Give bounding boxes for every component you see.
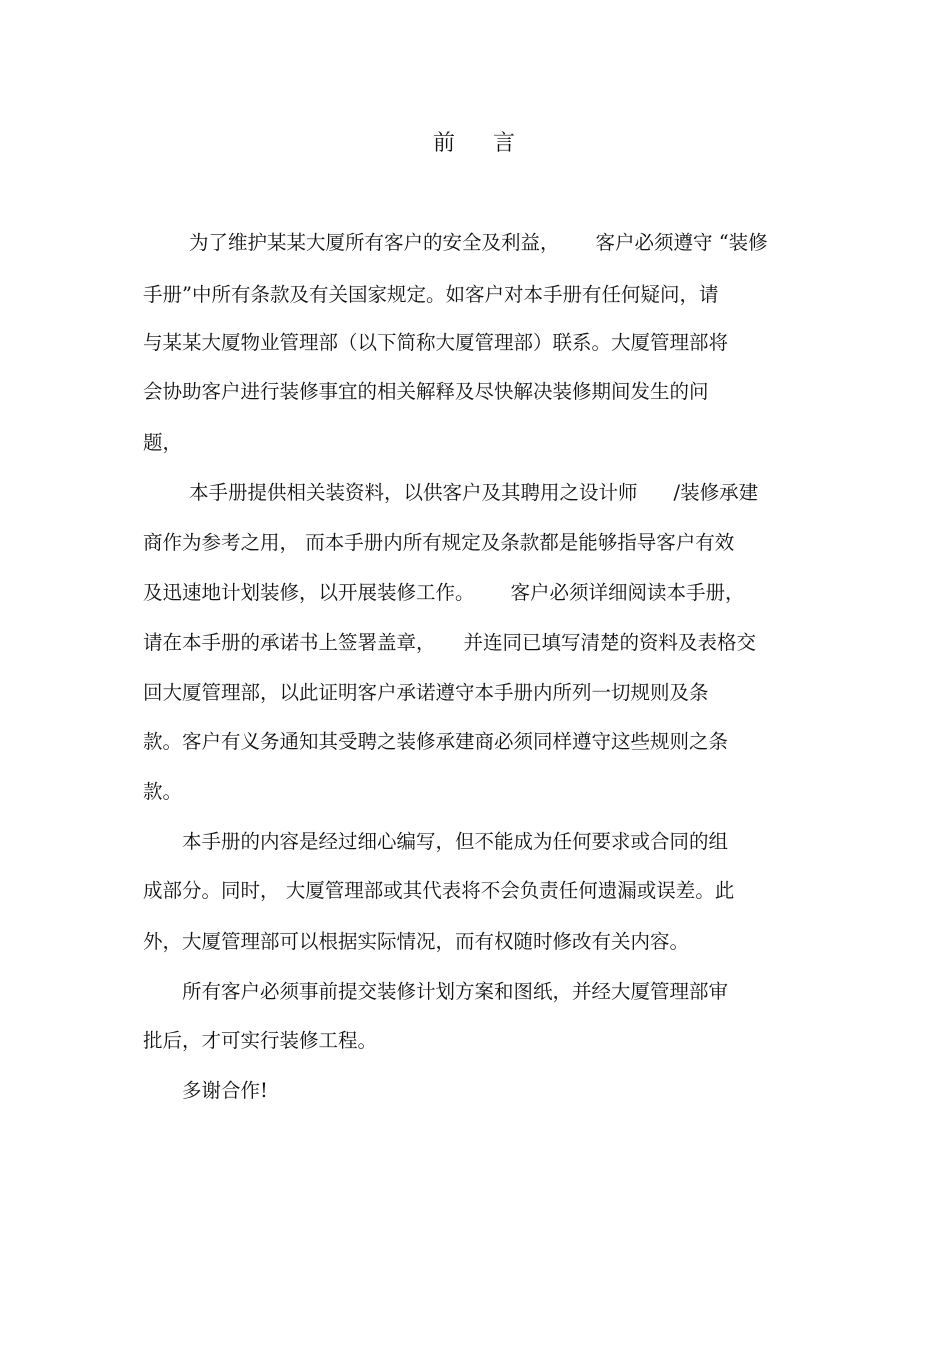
paragraph-1-line-4: 会协助客户进行装修事宜的相关解释及尽快解决装修期间发生的问 [143,380,709,403]
paragraph-4-line-2: 批后，才可实行装修工程。 [143,1029,378,1052]
paragraph-4-line-1: 所有客户必须事前提交装修计划方案和图纸，并经大厦管理部审 [182,980,729,1003]
title-char-2: 言 [493,131,518,156]
paragraph-1-line-5: 题， [143,431,183,454]
paragraph-2-line-2: 商作为参考之用， 而本手册内所有规定及条款都是能够指导客户有效 [143,531,735,554]
paragraph-1-line-2: 手册”中所有条款及有关国家规定。如客户对本手册有任何疑问，请 [143,283,719,306]
paragraph-2-line-7: 款。 [143,780,183,803]
closing-line: 多谢合作! [182,1079,268,1102]
paragraph-3-line-3: 外，大厦管理部可以根据实际情况，而有权随时修改有关内容。 [143,930,690,953]
paragraph-2-line-6: 款。客户有义务通知其受聘之装修承建商必须同样遵守这些规则之条 [143,730,729,753]
page-title [0,126,950,157]
paragraph-2-line-3: 及迅速地计划装修，以开展装修工作。 客户必须详细阅读本手册， [143,581,745,604]
paragraph-1-line-1: 为了维护某某大厦所有客户的安全及利益， 客户必须遵守 “装修 [189,231,768,254]
paragraph-3-line-1: 本手册的内容是经过细心编写，但不能成为任何要求或合同的组 [182,830,729,853]
paragraph-2-line-1: 本手册提供相关装资料，以供客户及其聘用之设计师 /装修承建 [189,481,759,504]
paragraph-2-line-5: 回大厦管理部，以此证明客户承诺遵守本手册内所列一切规则及条 [143,681,709,704]
title-char-1: 前 [432,131,457,156]
paragraph-1-line-3: 与某某大厦物业管理部（以下简称大厦管理部）联系。大厦管理部将 [143,331,729,354]
paragraph-2-line-4: 请在本手册的承诺书上签署盖章， 并连同已填写清楚的资料及表格交 [143,631,757,654]
paragraph-3-line-2: 成部分。同时， 大厦管理部或其代表将不会负责任何遗漏或误差。此 [143,879,735,902]
